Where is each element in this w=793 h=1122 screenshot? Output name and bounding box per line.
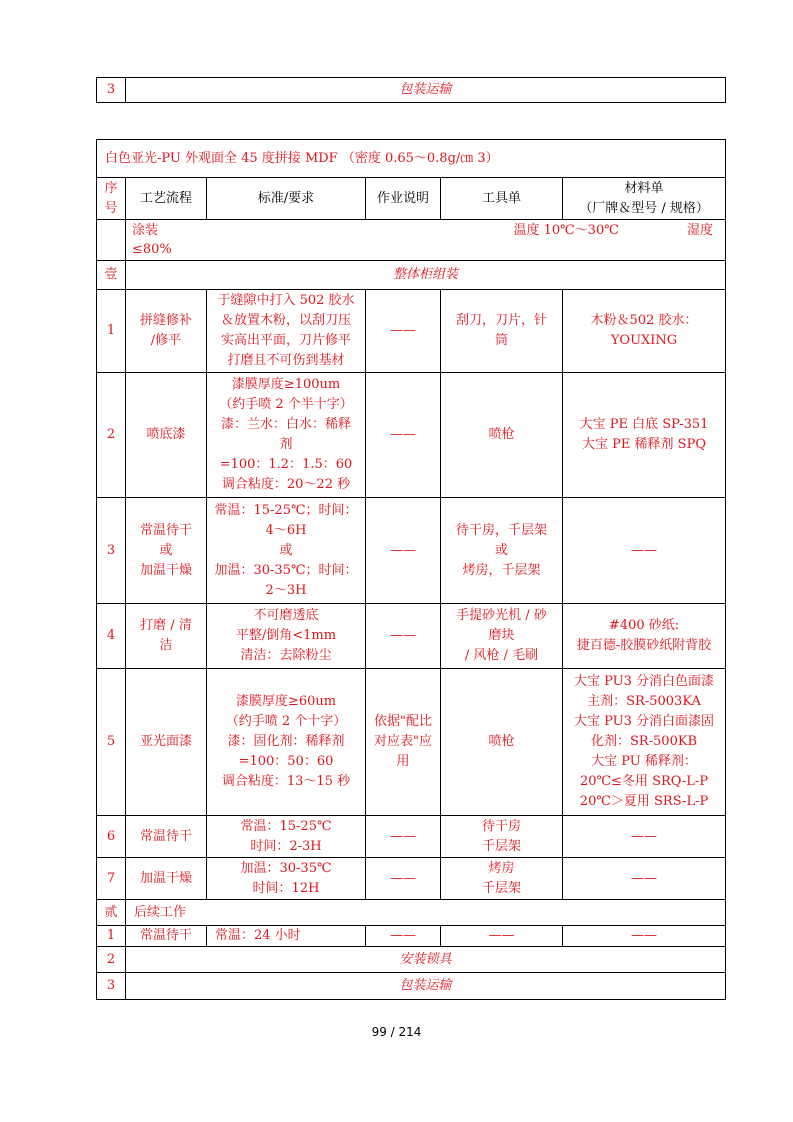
row-note: ——: [366, 604, 441, 669]
table-row: [97, 604, 726, 669]
table-row: [97, 926, 726, 947]
painting-humidity-label: 湿度: [687, 223, 714, 238]
row-process: 常温待干: [126, 816, 207, 858]
row-note: ——: [366, 816, 441, 858]
row-number: 1: [97, 926, 126, 947]
table-row: [97, 947, 726, 973]
header-materials: 材料单 （厂牌＆型号 / 规格）: [563, 178, 726, 220]
row-materials: ——: [563, 926, 726, 947]
row-tools: 待干房，千层架 或 烤房，千层架: [441, 498, 563, 604]
row-standard: 不可磨透底 平整/倒角<1mm 清洁：去除粉尘: [207, 604, 366, 669]
painting-label: 涂装: [132, 223, 159, 238]
table-row: [97, 290, 726, 373]
table-row: [97, 669, 726, 816]
row-tools: 烤房 千层架: [441, 858, 563, 900]
header-process: 工艺流程: [126, 178, 207, 220]
row-tools: 手提砂光机 / 砂 磨块 / 风枪 / 毛刷: [441, 604, 563, 669]
process-table: [96, 139, 726, 1000]
row-text: 包装运输: [126, 973, 726, 1000]
section-number: 壹: [97, 261, 126, 290]
row-materials: ——: [563, 858, 726, 900]
row-note: ——: [366, 498, 441, 604]
row-note: 依据"配比 对应表"应 用: [366, 669, 441, 816]
table-title: 白色亚光-PU 外观面全 45 度拼接 MDF （密度 0.65～0.8g/㎝ 3）: [97, 140, 726, 178]
section-title: 整体柜组装: [126, 261, 726, 290]
row-text: 包装运输: [126, 78, 726, 103]
row-tools: 待干房 千层架: [441, 816, 563, 858]
row-note: ——: [366, 373, 441, 498]
row-materials: 大宝 PU3 分消白色面漆 主剂：SR-5003KA 大宝 PU3 分消白面漆固 化剂：SR-500KB 大宝 PU 稀释剂： 20℃≤冬用 SRQ-L-P 20℃＞夏用 SRS-L-P: [563, 669, 726, 816]
table-row: [97, 973, 726, 1000]
row-process: 打磨 / 清 洁: [126, 604, 207, 669]
row-standard: 常温：24 小时: [207, 926, 366, 947]
row-number: 2: [97, 947, 126, 973]
row-materials: 大宝 PE 白底 SP-351 大宝 PE 稀释剂 SPQ: [563, 373, 726, 498]
row-process: 常温待干 或 加温干燥: [126, 498, 207, 604]
row-number: 6: [97, 816, 126, 858]
row-text: 安装锁具: [126, 947, 726, 973]
painting-empty-cell: [97, 220, 126, 261]
row-process: 亚光面漆: [126, 669, 207, 816]
row-materials: #400 砂纸: 捷百德-胶膜砂纸附背胶: [563, 604, 726, 669]
row-number: 7: [97, 858, 126, 900]
row-number: 2: [97, 373, 126, 498]
row-tools: 喷枪: [441, 669, 563, 816]
row-standard: 常温：15-25℃；时间： 4～6H 或 加温：30-35℃；时间： 2～3H: [207, 498, 366, 604]
page-number: 99 / 214: [371, 1025, 422, 1039]
row-materials: 木粉＆502 胶水： YOUXING: [563, 290, 726, 373]
header-standard: 标准/要求: [207, 178, 366, 220]
row-process: 拼缝修补 /修平: [126, 290, 207, 373]
table-row: [97, 816, 726, 858]
row-standard: 漆膜厚度≥100um （约手喷 2 个半十字） 漆：兰水：白水：稀释 剂 =100：1.2：1.5：60 调合粘度：20～22 秒: [207, 373, 366, 498]
row-process: 加温干燥: [126, 858, 207, 900]
table-row: [97, 858, 726, 900]
painting-temperature: 温度 10℃～30℃: [513, 223, 619, 238]
row-standard: 漆膜厚度≥60um （约手喷 2 个十字） 漆：固化剂：稀释剂 =100：50：60 调合粘度：13～15 秒: [207, 669, 366, 816]
row-tools: 刮刀，刀片，针 筒: [441, 290, 563, 373]
row-materials: ——: [563, 816, 726, 858]
row-process: 喷底漆: [126, 373, 207, 498]
section-number: 贰: [97, 900, 126, 926]
row-number: 3: [97, 498, 126, 604]
row-standard: 于缝隙中打入 502 胶水 ＆放置木粉，以刮刀压 实高出平面，刀片修平 打磨且不可伤到基材: [207, 290, 366, 373]
previous-table-fragment: [96, 77, 726, 103]
painting-row: [97, 220, 726, 261]
row-materials: ——: [563, 498, 726, 604]
painting-humidity-value: ≤80%: [132, 242, 172, 257]
row-standard: 加温：30-35℃ 时间：12H: [207, 858, 366, 900]
header-no: 序号: [97, 178, 126, 220]
row-standard: 常温：15-25℃ 时间：2-3H: [207, 816, 366, 858]
row-note: ——: [366, 290, 441, 373]
row-number: 3: [97, 78, 126, 103]
painting-conditions: [126, 220, 726, 261]
table-row: [97, 373, 726, 498]
row-number: 5: [97, 669, 126, 816]
table-row: [97, 498, 726, 604]
row-note: ——: [366, 926, 441, 947]
row-number: 4: [97, 604, 126, 669]
header-note: 作业说明: [366, 178, 441, 220]
row-number: 1: [97, 290, 126, 373]
row-tools: ——: [441, 926, 563, 947]
row-process: 常温待干: [126, 926, 207, 947]
row-tools: 喷枪: [441, 373, 563, 498]
section-title: 后续工作: [126, 900, 726, 926]
row-note: ——: [366, 858, 441, 900]
row-number: 3: [97, 973, 126, 1000]
header-tools: 工具单: [441, 178, 563, 220]
